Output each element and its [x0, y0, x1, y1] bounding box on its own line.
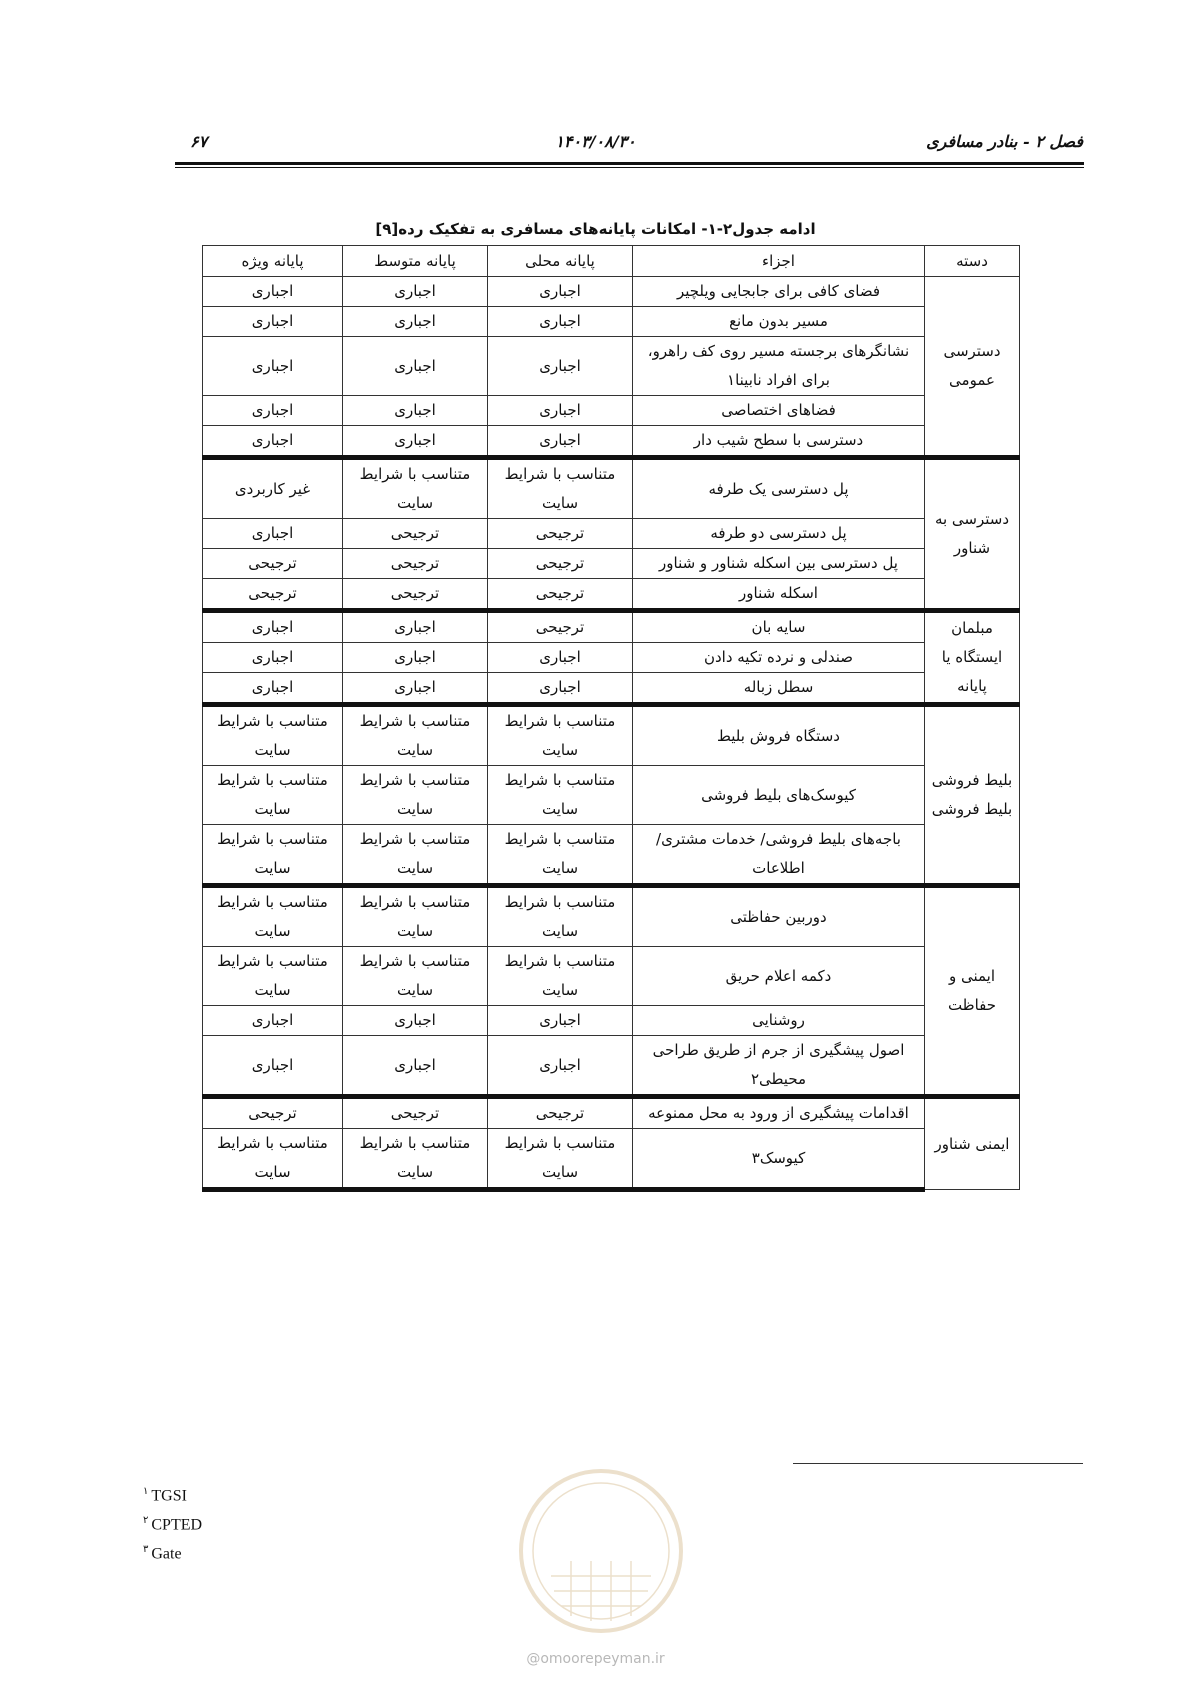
table-row	[203, 705, 1020, 766]
local-cell: ترجیحی	[488, 579, 633, 611]
special-cell: ترجیحی	[203, 579, 343, 611]
table-row	[203, 1097, 1020, 1129]
local-cell: اجباری	[488, 643, 633, 673]
item-cell: صندلی و نرده تکیه دادن	[633, 643, 925, 673]
header-rule	[175, 162, 1084, 165]
special-cell: غیر کاربردی	[203, 458, 343, 519]
footnote	[143, 1486, 187, 1505]
medium-cell: ترجیحی	[343, 1097, 488, 1129]
item-cell: باجه‌های بلیط فروشی/ خدمات مشتری/اطلاعات	[633, 825, 925, 886]
special-cell: متناسب با شرایط سایت	[203, 886, 343, 947]
item-cell: دکمه اعلام حریق	[633, 947, 925, 1006]
special-cell: متناسب با شرایط سایت	[203, 766, 343, 825]
item-cell: کیوسک۳	[633, 1129, 925, 1190]
item-cell: روشنایی	[633, 1006, 925, 1036]
special-cell: متناسب با شرایط سایت	[203, 1129, 343, 1190]
local-cell: متناسب با شرایط سایت	[488, 947, 633, 1006]
local-cell: اجباری	[488, 337, 633, 396]
medium-cell: متناسب با شرایط سایت	[343, 705, 488, 766]
header-rule-thin	[175, 167, 1084, 168]
table-row	[203, 519, 1020, 549]
local-cell: متناسب با شرایط سایت	[488, 1129, 633, 1190]
table-row	[203, 611, 1020, 643]
footnote-rule	[793, 1463, 1083, 1464]
special-cell: متناسب با شرایط سایت	[203, 705, 343, 766]
medium-cell: اجباری	[343, 1006, 488, 1036]
item-cell: اسکله شناور	[633, 579, 925, 611]
medium-cell: اجباری	[343, 426, 488, 458]
footnote-text: TGSI	[151, 1487, 187, 1505]
special-cell: اجباری	[203, 1036, 343, 1097]
medium-cell: اجباری	[343, 1036, 488, 1097]
medium-cell: اجباری	[343, 396, 488, 426]
special-cell: اجباری	[203, 426, 343, 458]
medium-cell: ترجیحی	[343, 549, 488, 579]
medium-cell: متناسب با شرایط سایت	[343, 1129, 488, 1190]
local-cell: اجباری	[488, 1036, 633, 1097]
local-cell: اجباری	[488, 1006, 633, 1036]
special-cell: اجباری	[203, 519, 343, 549]
special-cell: اجباری	[203, 643, 343, 673]
medium-cell: اجباری	[343, 673, 488, 705]
footnote-text: CPTED	[151, 1516, 203, 1534]
medium-cell: متناسب با شرایط سایت	[343, 947, 488, 1006]
table-row	[203, 426, 1020, 458]
table-row	[203, 886, 1020, 947]
item-cell: پل دسترسی بین اسکله شناور و شناور	[633, 549, 925, 579]
item-cell: پل دسترسی یک طرفه	[633, 458, 925, 519]
medium-cell: اجباری	[343, 611, 488, 643]
local-cell: اجباری	[488, 307, 633, 337]
facilities-table	[202, 245, 1020, 1192]
local-cell: ترجیحی	[488, 611, 633, 643]
item-cell: سایه بان	[633, 611, 925, 643]
item-cell: مسیر بدون مانع	[633, 307, 925, 337]
special-cell: اجباری	[203, 307, 343, 337]
table-row	[203, 396, 1020, 426]
category-cell: ایمنی شناور	[925, 1097, 1020, 1190]
table-row	[203, 579, 1020, 611]
footnote-number: ۱	[143, 1486, 149, 1497]
local-cell: ترجیحی	[488, 549, 633, 579]
item-cell: فضاهای اختصاصی	[633, 396, 925, 426]
special-cell: اجباری	[203, 673, 343, 705]
header-category: دسته	[925, 246, 1020, 277]
header-special: پایانه ویژه	[203, 246, 343, 277]
header-medium: پایانه متوسط	[343, 246, 488, 277]
item-cell: اقدامات پیشگیری از ورود به محل ممنوعه	[633, 1097, 925, 1129]
header-local: پایانه محلی	[488, 246, 633, 277]
special-cell: متناسب با شرایط سایت	[203, 947, 343, 1006]
local-cell: ترجیحی	[488, 1097, 633, 1129]
header-item: اجزاء	[633, 246, 925, 277]
medium-cell: متناسب با شرایط سایت	[343, 825, 488, 886]
medium-cell: اجباری	[343, 277, 488, 307]
table-header-row	[203, 246, 1020, 277]
local-cell: متناسب با شرایط سایت	[488, 766, 633, 825]
local-cell: متناسب با شرایط سایت	[488, 458, 633, 519]
table-row	[203, 549, 1020, 579]
table-row	[203, 277, 1020, 307]
local-cell: اجباری	[488, 426, 633, 458]
local-cell: متناسب با شرایط سایت	[488, 886, 633, 947]
special-cell: متناسب با شرایط سایت	[203, 825, 343, 886]
item-cell: فضای کافی برای جابجایی ویلچیر	[633, 277, 925, 307]
special-cell: اجباری	[203, 337, 343, 396]
table-row	[203, 673, 1020, 705]
special-cell: اجباری	[203, 611, 343, 643]
category-cell: مبلمان ایستگاه یا پایانه	[925, 611, 1020, 705]
footnote-number: ۳	[143, 1544, 149, 1555]
item-cell: کیوسک‌های بلیط فروشی	[633, 766, 925, 825]
local-cell: متناسب با شرایط سایت	[488, 705, 633, 766]
medium-cell: ترجیحی	[343, 519, 488, 549]
table-row	[203, 1036, 1020, 1097]
footnote-number: ۲	[143, 1515, 149, 1526]
table-row	[203, 825, 1020, 886]
chapter-title: فصل ۲ - بنادر مسافری	[926, 132, 1083, 151]
medium-cell: متناسب با شرایط سایت	[343, 886, 488, 947]
footnote	[143, 1544, 182, 1563]
item-cell: اصول پیشگیری از جرم از طریق طراحی محیطی۲	[633, 1036, 925, 1097]
local-cell: اجباری	[488, 673, 633, 705]
medium-cell: اجباری	[343, 307, 488, 337]
table-row	[203, 307, 1020, 337]
table-row	[203, 458, 1020, 519]
item-cell: دوربین حفاظتی	[633, 886, 925, 947]
table-row	[203, 337, 1020, 396]
special-cell: ترجیحی	[203, 1097, 343, 1129]
footnote-text: Gate	[151, 1545, 182, 1563]
local-cell: ترجیحی	[488, 519, 633, 549]
medium-cell: ترجیحی	[343, 579, 488, 611]
watermark-site: @omoorepeyman.ir	[526, 1651, 665, 1667]
footnote	[143, 1515, 202, 1534]
medium-cell: اجباری	[343, 337, 488, 396]
page-number: ۶۷	[190, 132, 208, 151]
item-cell: دستگاه فروش بلیط	[633, 705, 925, 766]
item-cell: نشانگرهای برجسته مسیر روی کف راهرو، برای افراد نابینا۱	[633, 337, 925, 396]
local-cell: اجباری	[488, 277, 633, 307]
item-cell: دسترسی با سطح شیب دار	[633, 426, 925, 458]
table-body	[203, 277, 1020, 1190]
special-cell: اجباری	[203, 1006, 343, 1036]
category-cell: دسترسی عمومی	[925, 277, 1020, 458]
watermark-logo	[516, 1466, 686, 1636]
item-cell: سطل زباله	[633, 673, 925, 705]
table-row	[203, 1129, 1020, 1190]
page-date: ۱۴۰۳/۰۸/۳۰	[555, 132, 636, 151]
table-row	[203, 1006, 1020, 1036]
special-cell: ترجیحی	[203, 549, 343, 579]
table-caption: ادامه جدول۲-۱- امکانات پایانه‌های مسافری به تفکیک رده[۹]	[375, 220, 816, 238]
local-cell: اجباری	[488, 396, 633, 426]
table-row	[203, 947, 1020, 1006]
local-cell: متناسب با شرایط سایت	[488, 825, 633, 886]
category-cell: دسترسی به شناور	[925, 458, 1020, 611]
table-row	[203, 643, 1020, 673]
item-cell: پل دسترسی دو طرفه	[633, 519, 925, 549]
special-cell: اجباری	[203, 277, 343, 307]
medium-cell: اجباری	[343, 643, 488, 673]
category-cell: بلیط فروشی بلیط فروشی	[925, 705, 1020, 886]
table-row	[203, 766, 1020, 825]
category-cell: ایمنی و حفاظت	[925, 886, 1020, 1097]
special-cell: اجباری	[203, 396, 343, 426]
medium-cell: متناسب با شرایط سایت	[343, 458, 488, 519]
medium-cell: متناسب با شرایط سایت	[343, 766, 488, 825]
